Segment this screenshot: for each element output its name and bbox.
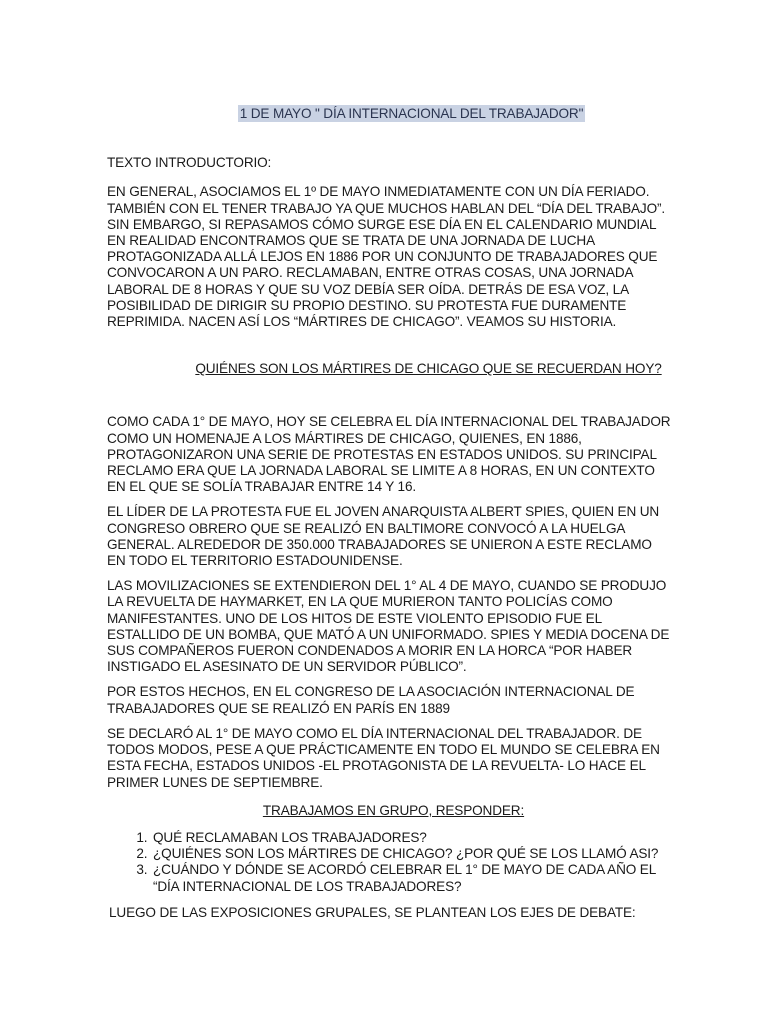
question-item: 1. QUÉ RECLAMABAN LOS TRABAJADORES? [151,830,672,846]
closing-line: LUEGO DE LAS EXPOSICIONES GRUPALES, SE PLANTEAN LOS EJES DE DEBATE: [109,904,636,920]
title-line [107,106,672,122]
document-title[interactable]: 1 DE MAYO " DÍA INTERNACIONAL DEL TRABAJADOR" [239,106,584,121]
intro-label: TEXTO INTRODUCTORIO: [107,155,272,171]
body-paragraph-4: POR ESTOS HECHOS, EN EL CONGRESO DE LA ASOCIACIÓN INTERNACIONAL DE TRABAJADORES QUE SE REALIZÓ EN PARÍS EN 1889 [107,684,635,716]
group-work-title: TRABAJAMOS EN GRUPO, RESPONDER: [262,802,525,818]
section-title: QUIÉNES SON LOS MÁRTIRES DE CHICAGO QUE SE RECUERDAN HOY? [195,361,662,377]
body-paragraph-1: COMO CADA 1° DE MAYO, HOY SE CELEBRA EL DÍA INTERNACIONAL DEL TRABAJADOR COMO UN HOMENAJE A LOS MÁRTIRES DE CHICAGO, QUIENES, EN 1886, PROTAGONIZARON UNA SERIE DE PROTESTAS EN ESTADOS UNIDOS. SU PRINCIPAL RECLAMO ERA QUE LA JORNADA LABORAL SE LIMITE A 8 HORAS, EN UN CONTEXTO EN EL QUE SE SOLÍA TRABAJAR ENTRE 14 Y 16. [107,414,671,495]
body-paragraph-3: LAS MOVILIZACIONES SE EXTENDIERON DEL 1° AL 4 DE MAYO, CUANDO SE PRODUJO LA REVUELTA DE HAYMARKET, EN LA QUE MURIERON TANTO POLICÍAS COMO MANIFESTANTES. UNO DE LOS HITOS DE ESTE VIOLENTO EPISODIO FUE EL ESTALLIDO DE UN BOMBA, QUE MATÓ A UN UNIFORMADO. SPIES Y MEDIA DOCENA DE SUS COMPAÑEROS FUERON CONDENADOS A MORIR EN LA HORCA “POR HABER INSTIGADO EL ASESINATO DE UN SERVIDOR PÚBLICO”. [107,578,670,675]
question-item: 2. ¿QUIÉNES SON LOS MÁRTIRES DE CHICAGO? ¿POR QUÉ SE LOS LLAMÓ ASI? [151,846,672,862]
question-item: 3. ¿CUÁNDO Y DÓNDE SE ACORDÓ CELEBRAR EL 1° DE MAYO DE CADA AÑO EL “DÍA INTERNACIONAL DE LOS TRABAJADORES? [151,862,672,894]
intro-paragraph: EN GENERAL, ASOCIAMOS EL 1º DE MAYO INMEDIATAMENTE CON UN DÍA FERIADO. TAMBIÉN CON EL TENER TRABAJO YA QUE MUCHOS HABLAN DEL “DÍA DEL TRABAJO”. SIN EMBARGO, SI REPASAMOS CÓMO SURGE ESE DÍA EN EL CALENDARIO MUNDIAL EN REALIDAD ENCONTRAMOS QUE SE TRATA DE UNA JORNADA DE LUCHA PROTAGONIZADA ALLÁ LEJOS EN 1886 POR UN CONJUNTO DE TRABAJADORES QUE CONVOCARON A UN PARO. RECLAMABAN, ENTRE OTRAS COSAS, UNA JORNADA LABORAL DE 8 HORAS Y QUE SU VOZ DEBÍA SER OÍDA. DETRÁS DE ESA VOZ, LA POSIBILIDAD DE DIRIGIR SU PROPIO DESTINO. SU PROTESTA FUE DURAMENTE REPRIMIDA. NACEN ASÍ LOS “MÁRTIRES DE CHICAGO”. VEAMOS SU HISTORIA. [107,184,665,330]
questions-list [107,830,672,895]
body-paragraph-5: SE DECLARÓ AL 1° DE MAYO COMO EL DÍA INTERNACIONAL DEL TRABAJADOR. DE TODOS MODOS, PESE A QUE PRÁCTICAMENTE EN TODO EL MUNDO SE CELEBRA EN ESTA FECHA, ESTADOS UNIDOS -EL PROTAGONISTA DE LA REVUELTA- LO HACE EL PRIMER LUNES DE SEPTIEMBRE. [107,725,660,790]
body-paragraph-2: EL LÍDER DE LA PROTESTA FUE EL JOVEN ANARQUISTA ALBERT SPIES, QUIEN EN UN CONGRESO OBRERO QUE SE REALIZÓ EN BALTIMORE CONVOCÓ A LA HUELGA GENERAL. ALREDEDOR DE 350.000 TRABAJADORES SE UNIERON A ESTE RECLAMO EN TODO EL TERRITORIO ESTADOUNIDENSE. [107,504,660,569]
